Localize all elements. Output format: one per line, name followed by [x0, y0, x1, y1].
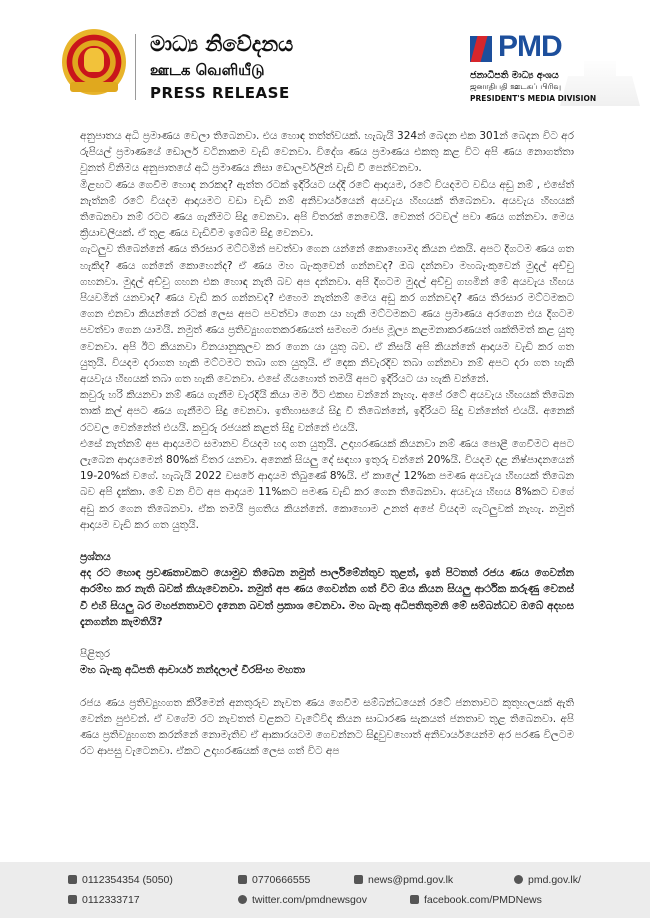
title-english: PRESS RELEASE [150, 84, 290, 102]
facebook-link[interactable]: facebook.com/PMDNews [424, 894, 542, 906]
question-label: ප්‍රශ්නය [80, 551, 111, 564]
answer-text: රජය ණය ප්‍රතිව්‍යුහගත කිරීමෙන් අනතුරුව නැවත ණය ගෙවීම සම්බන්ධයෙන් රටේ ජනතාවට කුතුහලයක් ඇති වෙන්න පුළුවන්. ඒ වගේම රට නැවතත් වළකට වැටේවිද කියන සාධාරණ සැකයත් ජනතාව තුළ තිබෙනවා. අපි ණය ප්‍රතිව්‍යුහගත කරන්නේ නොමැතිව ඒ ආකාරයටම ගෙවන්නට සිදුවුවහොත් අනිවාර්යයෙන්ම අර පරණ විලටම රට ආපසු වැටෙනවා. ඒකට උදාහරණයක් ලෙස ගත් විට අප [80, 696, 574, 758]
header-divider [135, 34, 136, 100]
phone-icon [68, 875, 77, 884]
title-sinhala: මාධ්‍ය නිවේදනය [150, 32, 294, 56]
question-text: අද රට හොඳ ප්‍රවණතාවකට යොමුව තිබෙන නමුත් පාර්ලිමේන්තුව තුළත්, ඉන් පිටතත් රජය ණය ගෙවන්න ආරම්භ කර නැති බවක් කියැවෙනවා. නමුත් අප ණය ගෙවන්න ගත් විට ඔය කියන සියලු ආර්ථික කරුණු වෙනස් වී එහි සියලු බර මහජනතාවට දැනෙන බවත් ප්‍රකාශ වෙනවා. මහ බැංකු අධිපතිතුමනි මේ සම්බන්ධව ඔබේ අදහස දැනගන්න කැමතියි? [80, 567, 574, 628]
body-paragraph: එසේ නැත්නම් අප ආදායමට සමානව වියදම හදා ගත යුතුයි. උදාහරණයක් කියනවා නම් ණය පොළී ගෙවීමට අපට ලැබෙන ආදායමෙන් 80%ක් විතර යනවා. අනෙක් සියලු දේ සඳහා ඉතුරු වන්නේ 20%යි. වියදම දළ නිෂ්පාදනයෙන් 19-20%ක් වගේ. හැබැයි 2022 වසරේ ආදායම තිබුණේ 8%යි. ඒ කාලේ 12%ක පමණ අයවැය හිඟයක් තිබෙන බව අපි දැක්කා. මේ වන විට අප ආදායම 11%කට පමණ වැඩි කර ගෙන තිබෙනවා. අයවැය හිඟය 8%කට වගේ අඩු කර ගෙන තිබෙනවා. ඒක තමයි ප්‍රගතිය කියන්නේ. කොහොම උනත් අපේ වියදම ගැටලුවක් නැහැ. නමුත් ආදායම වැඩි කර ගත යුතුයි. [80, 437, 574, 531]
answer-speaker: මහ බැංකු අධිපති ආචාර්ය නන්දලාල් වීරසිංහ මහතා [80, 664, 306, 677]
body-paragraph: ගැටලුව තිබෙන්නේ ණය තිරසාර මට්ටමින් පවත්වා ගෙන යන්නේ කොහොමද කියන එකයි. අපට දිගටම ණය ගත හැකිද? ණය ගන්නේ කොහෙන්ද? ඒ ණය මහ බැංකුවෙන් ගන්නවද? ඔබ දන්නවා මහබැංකුවෙන් මුදල් අච්චු ගහනවා. මුදල් අච්චු ගහන එක හොඳ නැති බව අප දන්නවා. අපි දිගටම මුදල් අච්චු ගහමින් මේ අයවැය හිඟය පියවමින් යනවාද? ණය වැඩි කර ගන්නවද? එහෙම නැත්නම් මෙය අඩු කර ගන්නවද? ණය තිරසාර මට්ටමකට ගෙන එනවා කියන්නේ රටක් ලෙස අපට පවත්වා ගෙන යා හැකි මට්ටමකට ණය ප්‍රමාණය අරගෙන එය දිගටම පවත්වා ගෙන යාමයි. නමුත් ණය ප්‍රතිව්‍යුහගතකරණයත් සමඟම රාජ්‍ය මූල්‍ය කළමනාකරණයත් ශක්තිමත් කළ යුතු වෙනවා. අපි ඊට කියනවා විනයානුකූලව කර ගෙන යා යුතු බව. ඒ නිසයි අපි කියන්නේ ආදායම වැඩි කර ගත යුතුයි. වියදම දරාගත හැකි මට්ටමට තබා ගත යුතුයි. ඒ දෙක නිවැරදිව තබා ගන්නවා නම් අපට දරා ගත හැකි අයවැය හිඟයක් තබා ගත හැකි වෙනවා. එසේ ගියහොත් තමයි අපට ඉදිරියට යා හැකි වන්නේ. [80, 243, 574, 386]
footer-twitter [238, 894, 367, 906]
website-link[interactable]: pmd.gov.lk/ [528, 874, 581, 886]
mobile-number: 0770666555 [252, 874, 311, 886]
phone-number: 0112354354 (5050) [82, 874, 173, 886]
footer-fax [68, 894, 140, 906]
footer-facebook [410, 894, 542, 906]
emblem-lion [84, 48, 104, 72]
email-icon [354, 875, 363, 884]
pmd-abbr: PMD [498, 30, 562, 63]
answer-label: පිළිතුර [80, 648, 110, 661]
emblem-base [70, 82, 118, 92]
footer-website [514, 874, 581, 886]
facebook-icon [410, 895, 419, 904]
letterhead [0, 0, 650, 112]
mobile-icon [238, 875, 247, 884]
national-emblem-icon [62, 28, 126, 96]
globe-icon [514, 875, 523, 884]
body-paragraph: කවුරු හරි කියනවා නම් ණය ගැනීම වැරදියි කියා මම ඊට එකඟ වන්නේ නැහැ. අපේ රටේ අයවැය හිඟයක් තිබෙන තාක් කල් අපට ණය ගැනීමට සිදු වෙනවා. ඉතිහාසයේ සිදු වී තිබෙන්නේ, ඉදිරියට සිදු වන්නේත් එයයි. අනෙක් රටවල වෙන්නේත් එයයි. කවුරු රජයක් කළත් සිදු වන්නේ එයයි. [80, 389, 574, 434]
email-address[interactable]: news@pmd.gov.lk [368, 874, 454, 886]
fax-number: 0112333717 [82, 894, 140, 906]
press-release-body [80, 128, 574, 860]
footer-email [354, 874, 453, 886]
body-paragraph: අනුපාතය අධි ප්‍රමාණය වෙලා තිබෙනවා. එය හොඳ තත්ත්වයක්. හැබැයි 324න් බෙදන එක 301න් බෙදන විට අර රුපියල් ප්‍රමාණයේ ඩොලර් වටිනාකම වැඩි වෙනවා. විදේශ ණය ප්‍රමාණය එකතු කළ විට අපි ණය නොගත්තා වුනත් විනිමය අනුපාතයේ අධි ප්‍රමාණය නිසා ඩොලර්වලින් වැඩි වී පෙන්වනවා. [80, 130, 574, 175]
body-paragraph: මිළඟට ණය ගෙවීම හොඳ නරකද? ඇත්ත රටක් ඉදිරියට යද්දී රටේ ආදායම, රටේ වියදමට වඩිය අඩු නම් , එසේත් නැත්නම් රටේ වියදම ආදායමට වඩා වැඩි නම් අනිවාර්යයෙන් අයවැය හිඟයක් තිබෙනවා. අයවැය හිඟයක් තිබෙනවා නම් රටට ණය ගැනීමට සිදු වෙනවා. අපි විතරක් නෙවෙයි. වෙනත් රටවල් පවා ණය ගන්නවා. මෙය ක්‍රියාවලියක්. ඒ තුළ ණය වැඩිවීම ඉබේම සිදු වෙනවා. [80, 178, 574, 240]
fax-icon [68, 895, 77, 904]
twitter-icon [238, 895, 247, 904]
contact-footer [0, 862, 650, 918]
pmd-logo [470, 30, 610, 112]
title-tamil: ஊடக வெளியீடு [150, 61, 265, 79]
footer-mobile [238, 874, 310, 886]
org-name-tamil: ஜனாதிபதி ஊடகப் பிரிவு [470, 82, 561, 91]
org-name-sinhala: ජනාධිපති මාධ්‍ය අංශය [470, 70, 559, 81]
footer-phone [68, 874, 173, 886]
twitter-link[interactable]: twitter.com/pmdnewsgov [252, 894, 367, 906]
org-name-english: PRESIDENT'S MEDIA DIVISION [470, 94, 597, 103]
